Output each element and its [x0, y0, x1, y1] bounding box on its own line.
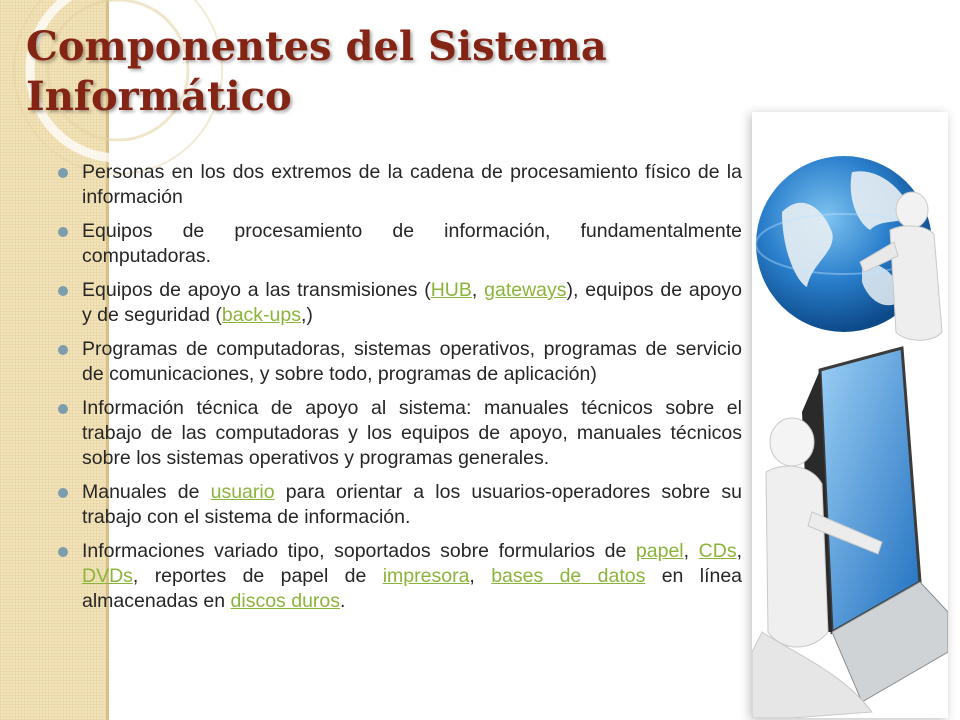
bullet-text: ,	[683, 540, 699, 562]
bullet-text: Programas de computadoras, sistemas operativos, programas de servicio de comunicaciones, y sobre todo, programas de aplicación)	[82, 338, 742, 385]
bullet-item	[82, 480, 742, 530]
hyperlink[interactable]: HUB	[430, 279, 472, 301]
bullet-text: en línea almacenadas en	[82, 565, 743, 612]
globe-laptop-figure-icon	[752, 112, 948, 718]
bullet-text: ,	[736, 540, 742, 562]
hyperlink[interactable]: CDs	[698, 540, 737, 562]
bullet-text: Personas en los dos extremos de la cadena de procesamiento físico de la información	[82, 161, 742, 208]
bullet-text: , reportes de papel de	[132, 565, 383, 587]
bullet-icon	[58, 227, 68, 237]
hyperlink[interactable]: usuario	[210, 481, 275, 503]
bullet-item	[82, 219, 742, 269]
bullet-item	[82, 160, 742, 210]
slide-title: Componentes del Sistema Informático	[26, 23, 607, 120]
bullet-icon	[58, 286, 68, 296]
bullet-text: Información técnica de apoyo al sistema: manuales técnicos sobre el trabajo de las computadoras y los equipos de apoyo, manuales técnicos sobre los sistemas operativos y programas generales.	[82, 397, 742, 469]
bullet-icon	[58, 345, 68, 355]
illustration-frame	[752, 112, 948, 718]
bullet-text: ), equipos de apoyo y de seguridad (	[82, 279, 742, 326]
bullet-item	[82, 396, 742, 471]
hyperlink[interactable]: impresora	[382, 565, 470, 587]
bullet-icon	[58, 168, 68, 178]
bullet-text: Equipos de procesamiento de información, fundamentalmente computadoras.	[82, 220, 742, 267]
bullet-text: Equipos de apoyo a las transmisiones (	[82, 279, 431, 301]
bullet-list	[82, 160, 742, 623]
bullet-icon	[58, 488, 68, 498]
hyperlink[interactable]: gateways	[484, 279, 567, 301]
bullet-item	[82, 539, 742, 614]
bullet-item	[82, 337, 742, 387]
bullet-item	[82, 278, 742, 328]
bullet-text: Informaciones variado tipo, soportados sobre formularios de	[82, 540, 636, 562]
hyperlink[interactable]: bases de datos	[491, 565, 646, 587]
bullet-text: ,)	[300, 304, 313, 326]
hyperlink[interactable]: DVDs	[82, 565, 133, 587]
bullet-text: ,	[469, 565, 492, 587]
bullet-text: .	[340, 590, 346, 612]
hyperlink[interactable]: back-ups	[221, 304, 301, 326]
bullet-text: ,	[471, 279, 485, 301]
bullet-icon	[58, 547, 68, 557]
hyperlink[interactable]: discos duros	[230, 590, 340, 612]
bullet-text: para orientar a los usuarios-operadores sobre su trabajo con el sistema de información.	[82, 481, 742, 528]
bullet-text: Manuales de	[82, 481, 211, 503]
hyperlink[interactable]: papel	[635, 540, 684, 562]
bullet-icon	[58, 404, 68, 414]
